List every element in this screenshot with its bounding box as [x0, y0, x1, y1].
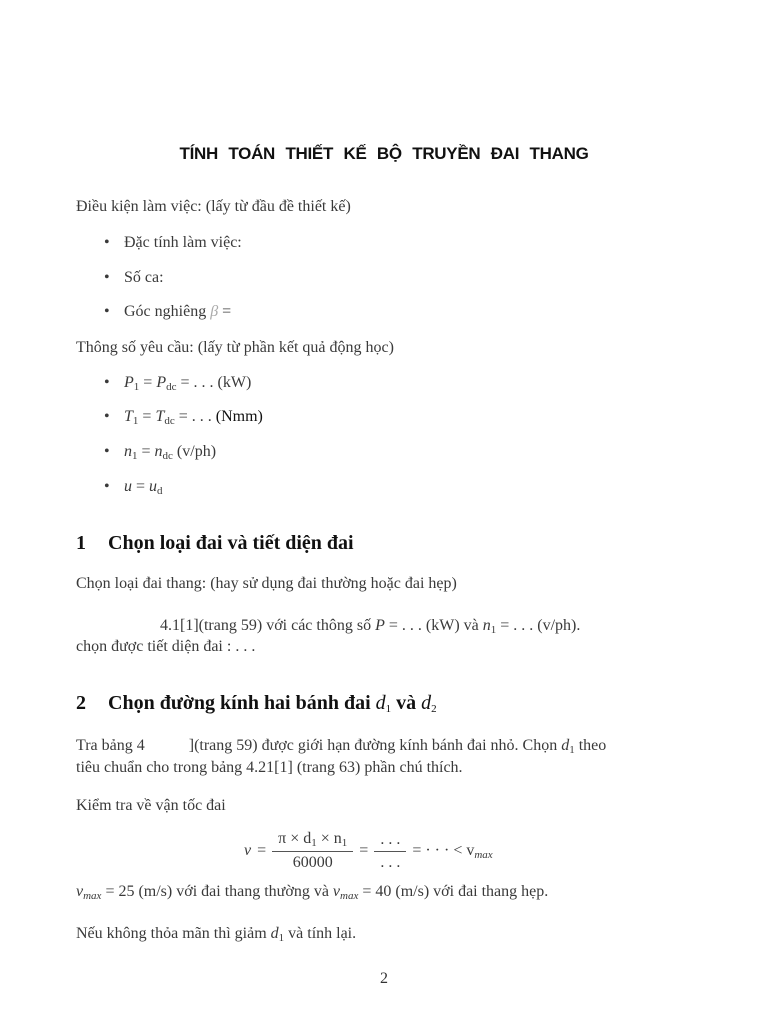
math-text: π × d — [278, 830, 312, 847]
page-number: 2 — [380, 970, 388, 987]
paragraph — [160, 617, 580, 636]
paragraph — [76, 925, 356, 944]
math-symbol: P — [375, 617, 385, 634]
math-symbol: d — [375, 692, 386, 714]
bullet-item: • $n_1 = n_{dc}$ (v/ph) — [104, 443, 217, 462]
math-subscript: dc — [162, 450, 173, 462]
math-symbol: v — [332, 883, 341, 900]
math-subscript: max — [474, 848, 493, 861]
math-symbol: T — [155, 408, 165, 425]
text-span: = 25 (m/s) với đai thang thường và — [105, 883, 329, 900]
math-subscript: 2 — [431, 703, 437, 715]
working-conditions-intro: Điều kiện làm việc: (lấy từ đầu đề thiết kế) — [76, 198, 351, 215]
math-subscript: d — [157, 485, 163, 497]
paragraph: Kiểm tra về vận tốc đai — [76, 797, 226, 814]
math-symbol: v — [76, 883, 84, 900]
math-symbol: v — [244, 842, 252, 859]
math-symbol: d — [561, 737, 570, 754]
math-text: = . . . — [178, 408, 212, 425]
math-symbol: d — [421, 692, 432, 714]
bullet-item: • Đặc tính làm việc: — [104, 234, 242, 251]
bullet-text: Góc nghiêng — [124, 303, 207, 320]
bullet-item: • Góc nghiêng β = — [104, 303, 232, 320]
math-subscript: 1 — [385, 703, 392, 715]
math-subscript: 1 — [490, 624, 497, 636]
equals-sign: = — [257, 842, 267, 859]
paragraph: Chọn loại đai thang: (hay sử dụng đai thường hoặc đai hẹp) — [76, 575, 457, 592]
bullet-item: • $P_1 = P_{dc}$ = . . . (kW) — [104, 374, 252, 393]
text-span: = . . . (v/ph). — [500, 617, 581, 634]
math-subscript: dc — [166, 381, 177, 393]
math-subscript: max — [340, 890, 359, 902]
text-span: = 40 (m/s) với đai thang hẹp. — [362, 883, 549, 900]
math-text: . . . — [374, 831, 406, 852]
bullet-text: Đặc tính làm việc: — [124, 234, 242, 251]
fraction — [272, 830, 353, 872]
math-subscript: 1 — [132, 415, 139, 427]
paragraph — [76, 737, 606, 756]
math-subscript: dc — [164, 415, 175, 427]
math-text: . . . — [380, 853, 401, 871]
paragraph: tiêu chuẩn cho trong bảng 4.21[1] (trang 63) phần chú thích. — [76, 759, 463, 776]
section-heading — [76, 532, 354, 555]
math-symbol: P — [156, 374, 167, 391]
math-text: × n — [320, 830, 342, 847]
paragraph — [76, 883, 548, 902]
math-symbol: T — [124, 408, 133, 425]
math-subscript: 1 — [311, 837, 317, 849]
math-subscript: 1 — [132, 450, 138, 462]
math-symbol: n — [124, 443, 132, 460]
math-subscript: max — [83, 890, 102, 902]
math-subscript: 1 — [569, 744, 575, 756]
section-heading — [76, 692, 437, 715]
section-number: 2 — [76, 692, 86, 714]
requirements-intro: Thông số yêu cầu: (lấy từ phần kết quả động học) — [76, 339, 394, 356]
math-subscript: 1 — [341, 837, 348, 849]
math-symbol: n — [482, 617, 491, 634]
math-symbol: d — [270, 925, 279, 942]
text-span: và — [396, 692, 417, 714]
math-text: = · · · < v — [412, 841, 475, 859]
math-text: 60000 — [292, 854, 333, 871]
bullet-item: • $T_1 = T_{dc}$ = . . . (Nmm) — [104, 408, 263, 427]
math-subscript: 1 — [278, 932, 285, 944]
equals-sign: = — [359, 842, 369, 859]
unit-text: (Nmm) — [215, 408, 263, 425]
equals-sign: = — [222, 303, 232, 320]
page-title: TÍNH TOÁN THIẾT KẾ BỘ TRUYỀN ĐAI THANG — [179, 144, 589, 163]
text-span: Tra bảng 4 — [76, 737, 145, 754]
paragraph: chọn được tiết diện đai : . . . — [76, 638, 256, 655]
beta-symbol: β — [210, 303, 219, 320]
text-span: Nếu không thỏa mãn thì giảm — [76, 925, 267, 942]
math-symbol: u — [124, 478, 132, 495]
bullet-item: • Số ca: — [104, 269, 164, 286]
math-symbol: P — [124, 374, 134, 391]
math-symbol: u — [149, 478, 158, 495]
math-subscript: 1 — [133, 381, 140, 393]
bullet-item: • $u = u_d$ — [104, 478, 163, 497]
text-span: và tính lại. — [288, 925, 357, 942]
text-span: 4.1[1](trang 59) với các thông số — [160, 617, 372, 634]
section-number: 1 — [76, 532, 86, 554]
text-span: ](trang 59) được giới hạn đường kính bánh đai nhỏ. Chọn — [188, 737, 558, 754]
text-span: theo — [578, 737, 607, 754]
unit-text: (v/ph) — [176, 443, 217, 460]
math-text: = . . . — [180, 374, 214, 391]
section-title: Chọn đường kính hai bánh đai — [108, 692, 371, 714]
velocity-formula — [244, 830, 493, 872]
math-symbol: n — [154, 443, 163, 460]
text-span: = . . . (kW) và — [388, 617, 479, 634]
unit-text: (kW) — [217, 374, 252, 391]
bullet-text: Số ca: — [124, 269, 164, 286]
fraction — [374, 831, 406, 872]
section-title: Chọn loại đai và tiết diện đai — [108, 532, 354, 554]
